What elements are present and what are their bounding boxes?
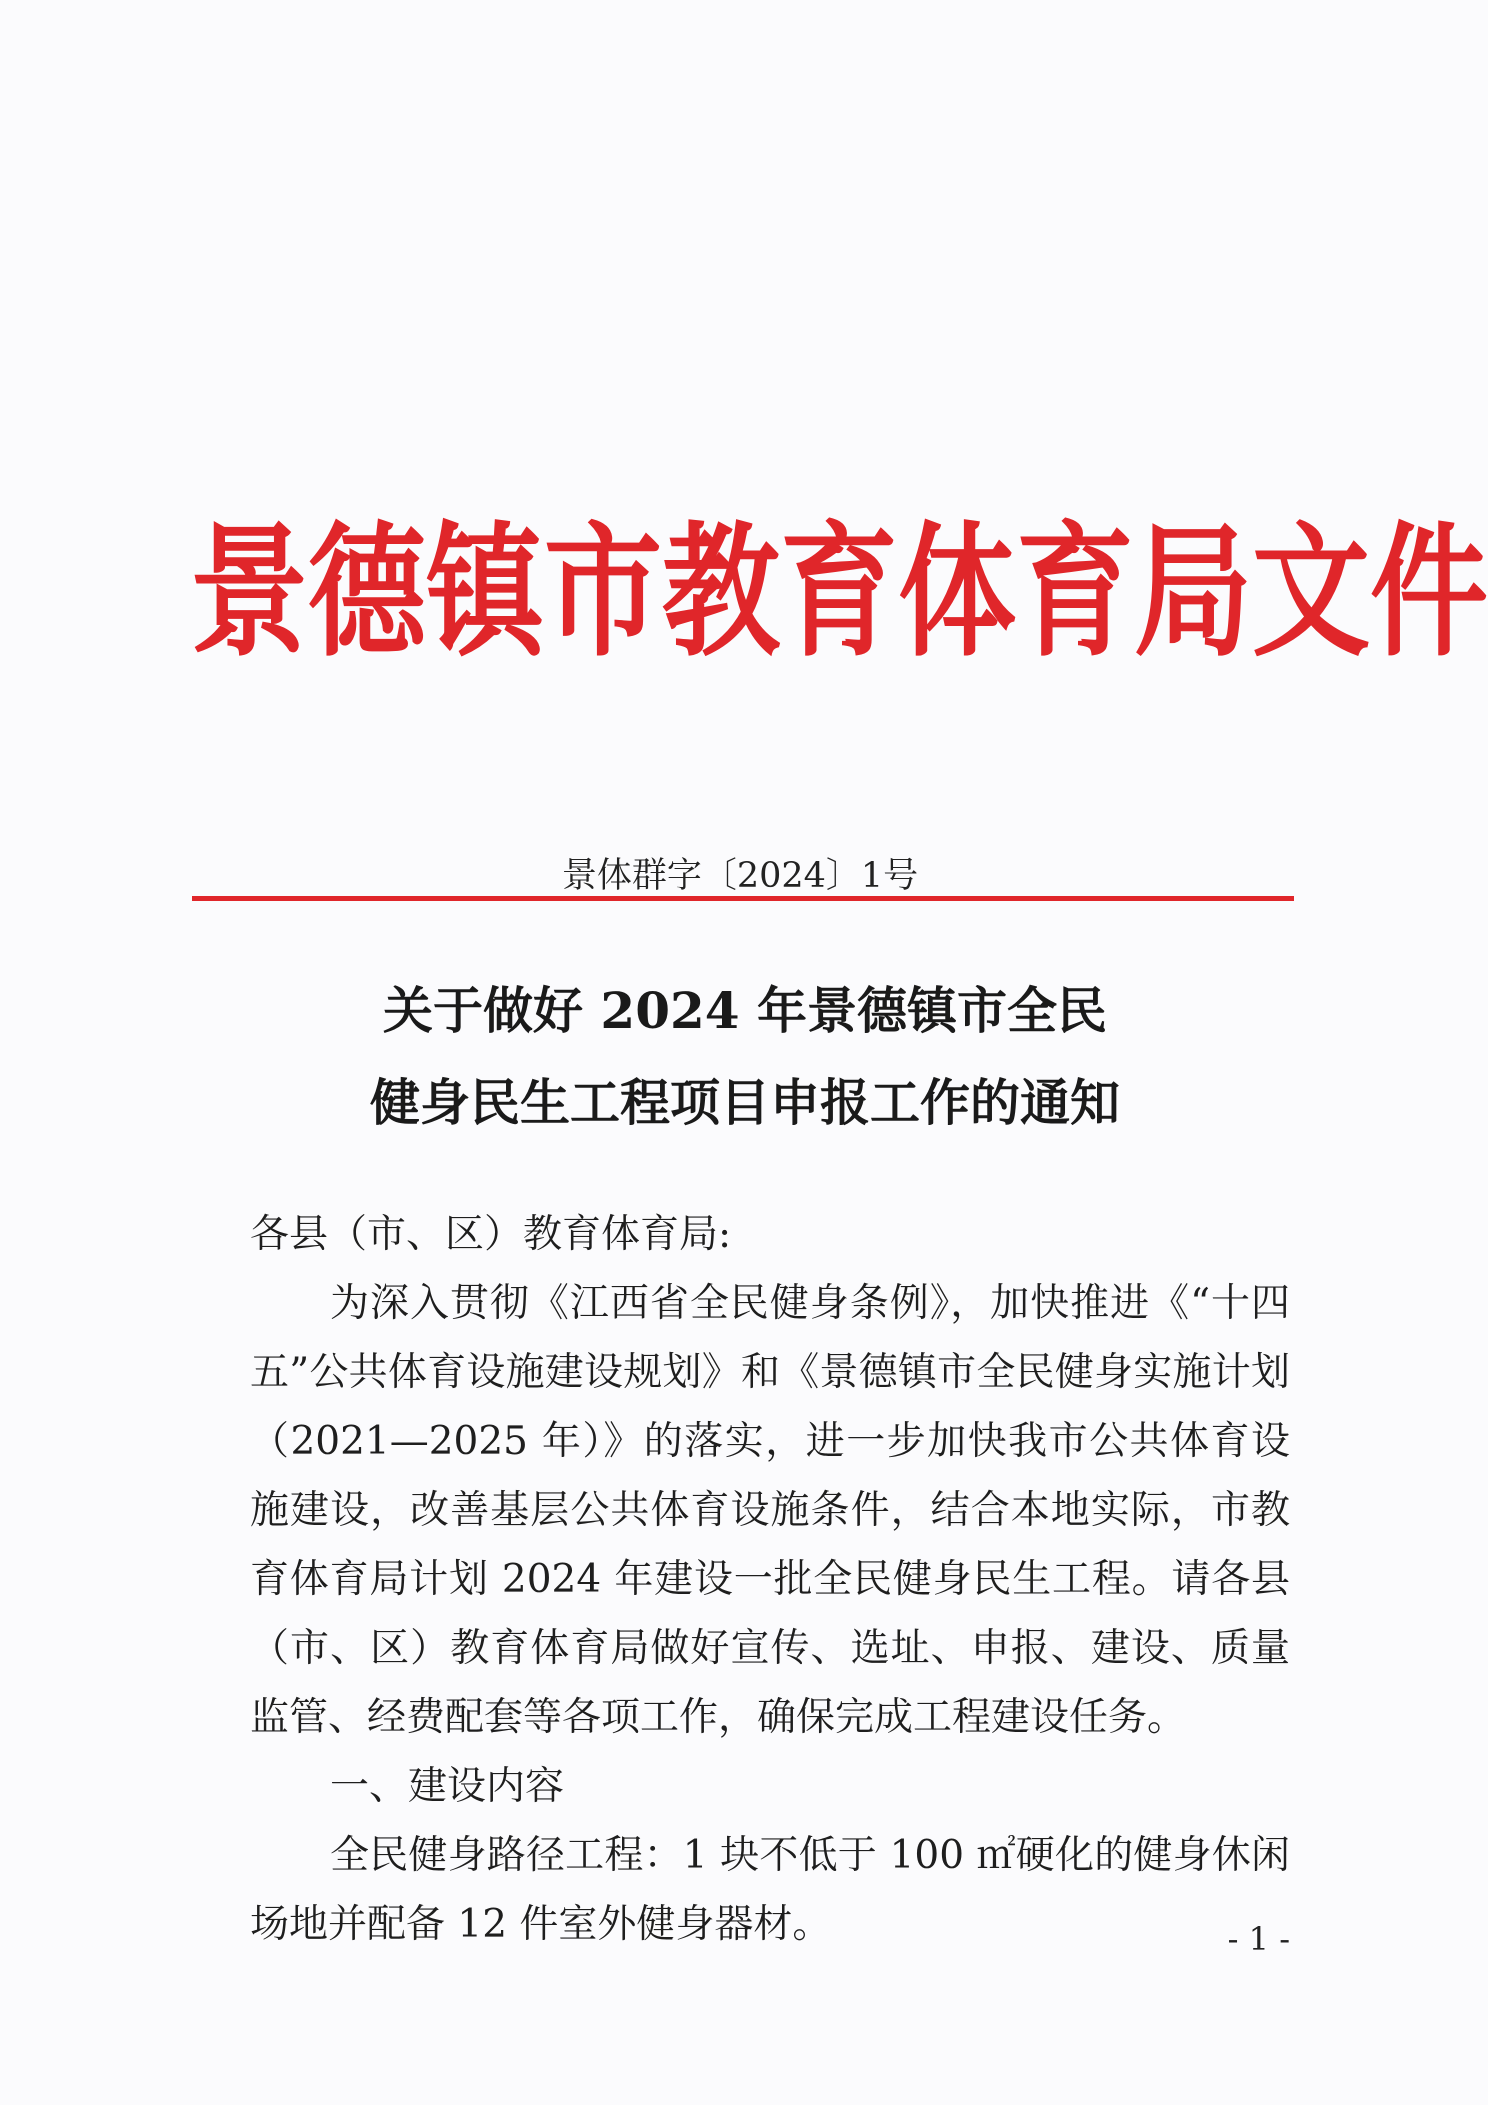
- section-heading-1: 一、建设内容: [330, 1764, 565, 1809]
- notice-title: [190, 965, 1300, 1149]
- body-paragraph-2: 全民健身路径工程：1 块不低于 100 ㎡硬化的健身休闲场地并配备 12 件室外健身器材。: [250, 1833, 1290, 1947]
- notice-title-line-2: 健身民生工程项目申报工作的通知: [370, 1073, 1120, 1132]
- notice-title-line-1: 关于做好 2024 年景德镇市全民: [383, 981, 1107, 1040]
- document-number: 景体群字〔2024〕1号: [561, 856, 919, 896]
- body-paragraph-1: 为深入贯彻《江西省全民健身条例》，加快推进《“十四五”公共体育设施建设规划》和《景德镇市全民健身实施计划（2021—2025 年）》的落实，进一步加快我市公共体育设施建设，改善基层公共体育设施条件，结合本地实际，市教育体育局计划 2024 年建设一批全民健身民生工程。请各县（市、区）教育体育局做好宣传、选址、申报、建设、质量监管、经费配套等各项工作，确保完成工程建设任务。: [250, 1281, 1290, 1740]
- page-number: - 1 -: [1227, 1920, 1290, 1958]
- red-divider-line: [192, 896, 1294, 901]
- masthead-title: 景德镇市教育体育局文件: [190, 506, 1488, 677]
- document-body: [250, 1200, 1290, 1959]
- salutation: 各县（市、区）教育体育局:: [250, 1212, 732, 1257]
